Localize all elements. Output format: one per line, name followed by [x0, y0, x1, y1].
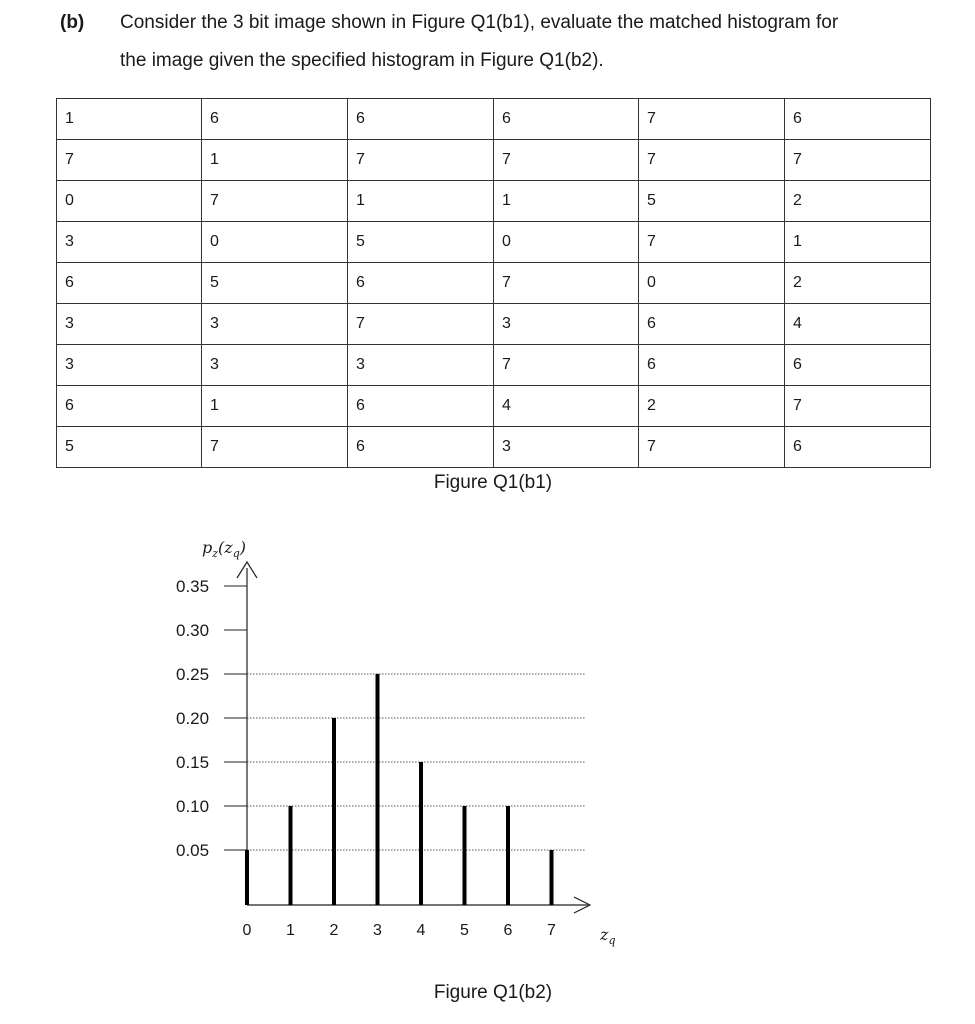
pixel-cell: 7: [57, 140, 202, 181]
y-tick-label: 0.10: [176, 797, 210, 816]
pixel-cell: 1: [785, 222, 931, 263]
pixel-cell: 7: [639, 222, 785, 263]
pixel-cell: 2: [785, 263, 931, 304]
pixel-cell: 7: [202, 181, 348, 222]
pixel-cell: 5: [639, 181, 785, 222]
pixel-cell: 2: [639, 386, 785, 427]
pixel-cell: 3: [57, 222, 202, 263]
pixel-cell: 7: [348, 140, 494, 181]
question-text-line-1: Consider the 3 bit image shown in Figure Q1(b1), evaluate the matched histogram for: [120, 12, 839, 33]
y-tick-label: 0.35: [176, 577, 210, 596]
figure-b1-caption: Figure Q1(b1): [433, 472, 553, 493]
x-tick-label: 7: [547, 922, 556, 939]
pixel-cell: 7: [494, 263, 639, 304]
pixel-cell: 6: [202, 99, 348, 140]
x-tick-label: 0: [242, 922, 252, 939]
pixel-cell: 7: [639, 140, 785, 181]
pixel-cell: 3: [202, 304, 348, 345]
pixel-cell: 6: [348, 427, 494, 468]
pixel-cell: 1: [202, 386, 348, 427]
pixel-cell: 1: [348, 181, 494, 222]
pixel-cell: 3: [57, 304, 202, 345]
pixel-cell: 6: [785, 427, 931, 468]
pixel-cell: 3: [348, 345, 494, 386]
x-tick-label: 3: [373, 922, 382, 939]
pixel-cell: 0: [202, 222, 348, 263]
x-tick-label: 4: [416, 922, 426, 939]
x-tick-label: 2: [329, 922, 339, 939]
pixel-cell: 0: [639, 263, 785, 304]
pixel-cell: 1: [494, 181, 639, 222]
y-tick-label: 0.30: [176, 621, 210, 640]
pixel-cell: 3: [57, 345, 202, 386]
pixel-cell: 4: [785, 304, 931, 345]
pixel-cell: 6: [348, 386, 494, 427]
pixel-cell: 7: [639, 99, 785, 140]
pixel-cell: 3: [494, 304, 639, 345]
pixel-cell: 3: [202, 345, 348, 386]
pixel-cell: 6: [639, 304, 785, 345]
pixel-cell: 7: [494, 140, 639, 181]
pixel-cell: 6: [785, 345, 931, 386]
y-tick-label: 0.20: [176, 709, 210, 728]
pixel-cell: 6: [639, 345, 785, 386]
x-axis-label: $z_q$: [600, 925, 616, 947]
y-tick-label: 0.25: [176, 665, 210, 684]
x-tick-label: 1: [286, 922, 295, 939]
pixel-cell: 1: [57, 99, 202, 140]
figure-b2-caption: Figure Q1(b2): [433, 982, 553, 1003]
x-tick-label: 5: [460, 922, 469, 939]
question-text-line-2: the image given the specified histogram in Figure Q1(b2).: [120, 50, 604, 71]
pixel-cell: 1: [202, 140, 348, 181]
y-tick-label: 0.05: [176, 841, 210, 860]
y-axis-label: $p_z(z_q)$: [202, 538, 247, 560]
pixel-cell: 7: [202, 427, 348, 468]
pixel-cell: 2: [785, 181, 931, 222]
pixel-cell: 7: [639, 427, 785, 468]
pixel-cell: 5: [57, 427, 202, 468]
pixel-cell: 7: [785, 386, 931, 427]
pixel-cell: 6: [348, 99, 494, 140]
pixel-cell: 6: [785, 99, 931, 140]
pixel-cell: 6: [57, 386, 202, 427]
pixel-cell: 7: [785, 140, 931, 181]
x-tick-label: 6: [503, 922, 513, 939]
pixel-cell: 7: [348, 304, 494, 345]
question-label: (b): [60, 12, 85, 33]
y-tick-label: 0.15: [176, 753, 210, 772]
pixel-cell: 6: [494, 99, 639, 140]
pixel-cell: 7: [494, 345, 639, 386]
pixel-cell: 6: [348, 263, 494, 304]
pixel-cell: 0: [57, 181, 202, 222]
pixel-cell: 5: [202, 263, 348, 304]
pixel-cell: 0: [494, 222, 639, 263]
pixel-cell: 3: [494, 427, 639, 468]
pixel-cell: 6: [57, 263, 202, 304]
pixel-cell: 4: [494, 386, 639, 427]
pixel-cell: 5: [348, 222, 494, 263]
